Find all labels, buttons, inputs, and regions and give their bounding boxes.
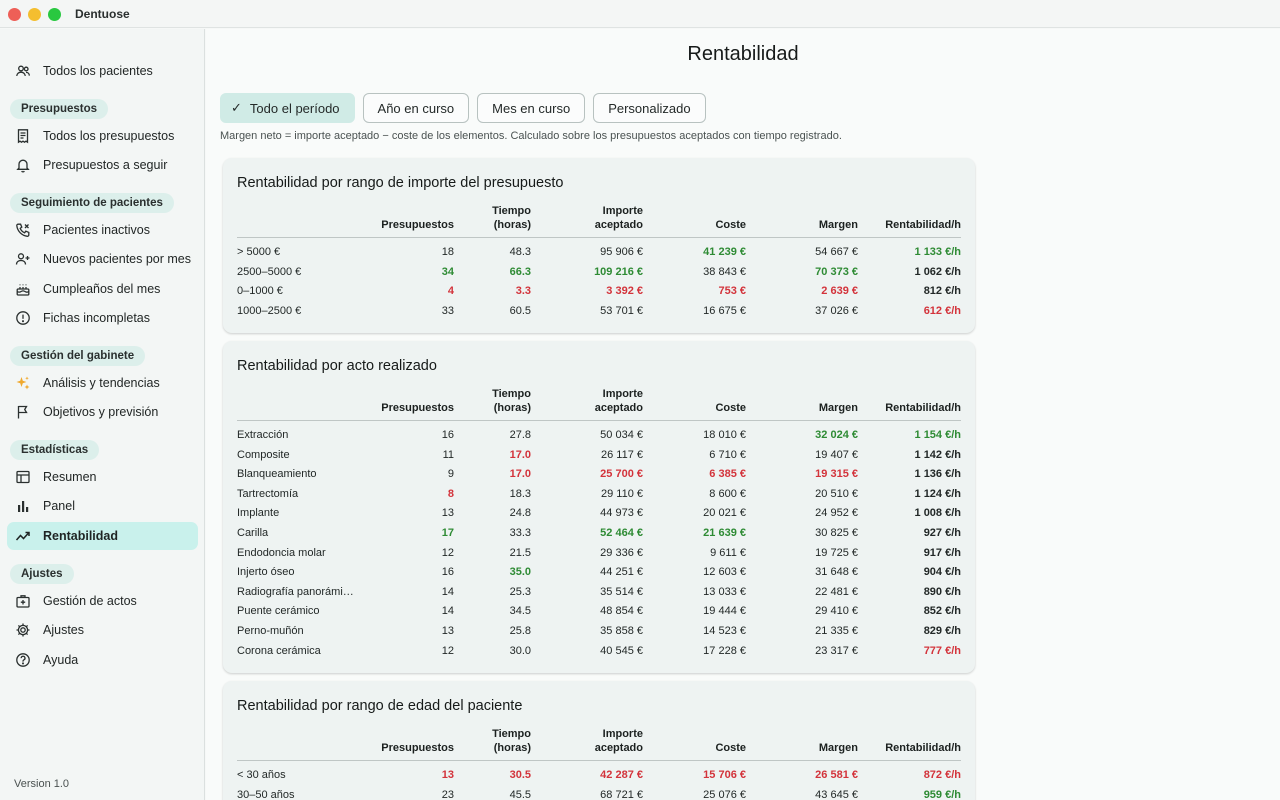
header-tiempo[interactable] [467, 727, 531, 755]
flag-icon [14, 403, 32, 421]
sidebar-item-label: Resumen [43, 470, 97, 484]
profitability-cell: 812 €/h [923, 285, 961, 298]
margin-cell: 20 510 € [815, 487, 858, 500]
table-row[interactable] [237, 243, 961, 263]
header-tiempo-line: (horas) [493, 402, 531, 414]
table-header [237, 204, 961, 238]
hours-cell: 34.5 [509, 605, 531, 618]
page-title: Rentabilidad [687, 43, 799, 65]
profitability-by-amount-card [223, 158, 975, 333]
table-row[interactable] [237, 622, 961, 642]
budgets-cell: 14 [441, 585, 454, 598]
header-importe-aceptado[interactable] [543, 727, 643, 755]
table-row[interactable] [237, 642, 961, 662]
budgets-cell: 14 [441, 605, 454, 618]
header-importe-aceptado[interactable] [543, 387, 643, 415]
sidebar-item-procedures[interactable] [7, 587, 198, 615]
cost-cell: 25 076 € [703, 788, 746, 800]
sidebar-item-budgets-to-follow[interactable] [7, 151, 198, 179]
row-label: Perno-muñón [237, 625, 304, 637]
sidebar-item-label: Análisis y tendencias [43, 376, 160, 390]
period-filter-group [220, 93, 706, 123]
margin-cell: 31 648 € [815, 566, 858, 579]
budgets-cell: 8 [447, 487, 454, 500]
margin-cell: 70 373 € [815, 265, 858, 278]
header-presupuestos[interactable]: Presupuestos [381, 742, 454, 754]
sidebar-item-label: Ajustes [43, 623, 84, 637]
profitability-cell: 1 008 €/h [914, 507, 961, 520]
accepted-amount-cell: 42 287 € [600, 769, 643, 781]
cost-cell: 38 843 € [703, 265, 746, 278]
budgets-cell: 16 [441, 429, 454, 441]
trending-up-icon [14, 527, 32, 545]
row-label: 2500–5000 € [237, 265, 302, 278]
accepted-amount-cell: 29 110 € [600, 487, 643, 500]
profitability-cell: 917 €/h [923, 546, 961, 559]
hours-cell: 24.8 [509, 507, 531, 520]
profitability-cell: 852 €/h [923, 605, 961, 618]
hours-cell: 27.8 [509, 429, 531, 441]
table-row[interactable] [237, 524, 961, 544]
accepted-amount-cell: 25 700 € [600, 468, 643, 481]
sidebar-item-inactive-patients[interactable] [7, 216, 198, 244]
header-margen[interactable]: Margen [818, 742, 858, 754]
cost-cell: 753 € [718, 285, 746, 298]
budgets-cell: 18 [441, 246, 454, 258]
profitability-cell: 1 142 €/h [914, 448, 961, 461]
close-window-button[interactable] [8, 8, 21, 21]
hours-cell: 30.5 [509, 769, 531, 781]
table-row[interactable] [237, 766, 961, 786]
receipt-icon [14, 127, 32, 145]
cost-cell: 20 021 € [703, 507, 746, 520]
margin-cell: 2 639 € [821, 285, 858, 298]
profitability-cell: 904 €/h [923, 566, 961, 579]
sidebar-item-settings[interactable] [7, 616, 198, 644]
header-tiempo-line: Tiempo [492, 388, 531, 400]
accepted-amount-cell: 35 514 € [600, 585, 643, 598]
sidebar-item-panel[interactable] [7, 492, 198, 520]
bell-icon [14, 156, 32, 174]
row-label: 0–1000 € [237, 285, 283, 298]
filter-all-period-button[interactable] [220, 93, 355, 123]
header-importe-aceptado-line: aceptado [594, 219, 643, 231]
budgets-cell: 34 [441, 265, 454, 278]
hours-cell: 3.3 [515, 285, 531, 298]
accepted-amount-cell: 29 336 € [600, 546, 643, 559]
row-label: Tartrectomía [237, 487, 299, 500]
hours-cell: 33.3 [509, 527, 531, 539]
version-label: Version 1.0 [14, 778, 70, 790]
hours-cell: 17.0 [509, 448, 531, 461]
header-importe-aceptado-line: Importe [602, 388, 643, 400]
sidebar-item-goals-forecast[interactable] [7, 398, 198, 426]
table-header [237, 387, 961, 421]
row-label: 30–50 años [237, 788, 295, 800]
sidebar-item-label: Cumpleaños del mes [43, 282, 161, 296]
users-icon [14, 62, 32, 80]
accepted-amount-cell: 44 973 € [600, 507, 643, 520]
table-row[interactable] [237, 465, 961, 485]
budgets-cell: 12 [441, 644, 454, 657]
row-label: Carilla [237, 527, 269, 539]
sidebar-item-analysis-trends[interactable] [7, 369, 198, 397]
sidebar-item-label: Pacientes inactivos [43, 223, 151, 237]
sidebar-item-incomplete-records[interactable] [7, 304, 198, 332]
profitability-cell: 959 €/h [923, 788, 961, 800]
budgets-cell: 4 [447, 285, 454, 298]
profitability-by-procedure-card [223, 341, 975, 673]
cost-cell: 8 600 € [709, 487, 746, 500]
profitability-cell: 1 154 €/h [914, 429, 961, 441]
margin-note: Margen neto = importe aceptado − coste de los elementos. Calculado sobre los presupuestos aceptados con tiempo registrado. [220, 130, 842, 142]
profitability-by-age-card [223, 681, 975, 800]
accepted-amount-cell: 95 906 € [600, 246, 643, 258]
card-title: Rentabilidad por acto realizado [237, 358, 437, 374]
filter-custom-button[interactable] [593, 93, 705, 123]
header-coste[interactable]: Coste [715, 742, 746, 754]
profitability-cell: 927 €/h [923, 527, 961, 539]
profitability-cell: 890 €/h [923, 585, 961, 598]
row-label: Radiografía panorámi… [237, 585, 354, 598]
table-row[interactable] [237, 563, 961, 583]
cost-cell: 6 710 € [709, 448, 746, 461]
medical-kit-icon [14, 592, 32, 610]
margin-cell: 22 481 € [815, 585, 858, 598]
header-margen[interactable]: Margen [818, 402, 858, 414]
cake-icon [14, 280, 32, 298]
margin-cell: 26 581 € [815, 769, 858, 781]
header-importe-aceptado-line: Importe [602, 205, 643, 217]
budgets-cell: 17 [441, 527, 454, 539]
table-row[interactable] [237, 602, 961, 622]
sidebar-item-all-patients[interactable] [7, 57, 198, 85]
sidebar-item-help[interactable] [7, 646, 198, 674]
margin-cell: 32 024 € [815, 429, 858, 441]
table-row[interactable] [237, 485, 961, 505]
filter-label: Año en curso [377, 100, 455, 116]
budgets-cell: 13 [441, 769, 454, 781]
cost-cell: 17 228 € [703, 644, 746, 657]
minimize-window-button[interactable] [28, 8, 41, 21]
check-icon: ✓ [231, 100, 242, 115]
table-header [237, 727, 961, 761]
accepted-amount-cell: 3 392 € [606, 285, 643, 298]
header-margen[interactable]: Margen [818, 219, 858, 231]
header-rentabilidad[interactable]: Rentabilidad/h [885, 742, 961, 754]
sidebar-item-all-budgets[interactable] [7, 122, 198, 150]
row-label: Implante [237, 507, 280, 520]
table-row[interactable] [237, 426, 961, 446]
sidebar-item-label: Gestión de actos [43, 594, 137, 608]
row-label: Endodoncia molar [237, 546, 326, 559]
cost-cell: 21 639 € [703, 527, 746, 539]
profitability-cell: 777 €/h [923, 644, 961, 657]
profitability-cell: 1 062 €/h [914, 265, 961, 278]
row-label: Injerto óseo [237, 566, 295, 579]
margin-cell: 19 407 € [815, 448, 858, 461]
row-label: Puente cerámico [237, 605, 320, 618]
section-label: Gestión del gabinete [10, 346, 145, 366]
budgets-cell: 11 [442, 448, 454, 461]
cost-cell: 13 033 € [703, 585, 746, 598]
accepted-amount-cell: 35 858 € [600, 625, 643, 637]
cost-cell: 14 523 € [703, 625, 746, 637]
table-row[interactable] [237, 786, 961, 800]
margin-cell: 24 952 € [815, 507, 858, 520]
hours-cell: 35.0 [509, 566, 531, 579]
sidebar-item-label: Fichas incompletas [43, 311, 150, 325]
sidebar-item-summary[interactable] [7, 463, 198, 491]
card-title: Rentabilidad por rango de edad del paciente [237, 698, 523, 714]
accepted-amount-cell: 26 117 € [600, 448, 643, 461]
table-row[interactable] [237, 504, 961, 524]
header-importe-aceptado-line: aceptado [594, 402, 643, 414]
accepted-amount-cell: 48 854 € [600, 605, 643, 618]
margin-cell: 29 410 € [815, 605, 858, 618]
filter-label: Todo el período [249, 100, 340, 116]
budgets-cell: 12 [441, 546, 454, 559]
hours-cell: 48.3 [509, 246, 531, 258]
budgets-cell: 13 [441, 507, 454, 520]
header-rentabilidad[interactable]: Rentabilidad/h [885, 402, 961, 414]
accepted-amount-cell: 44 251 € [600, 566, 643, 579]
row-label: Blanqueamiento [237, 468, 317, 481]
hours-cell: 45.5 [509, 788, 531, 800]
row-label: Composite [237, 448, 290, 461]
header-coste[interactable]: Coste [715, 402, 746, 414]
app-title: Dentuose [75, 7, 130, 21]
accepted-amount-cell: 52 464 € [600, 527, 643, 539]
hours-cell: 66.3 [509, 265, 531, 278]
header-importe-aceptado[interactable] [543, 204, 643, 232]
margin-cell: 21 335 € [815, 625, 858, 637]
sidebar-item-new-patients[interactable] [7, 245, 198, 273]
hours-cell: 30.0 [509, 644, 531, 657]
budgets-cell: 9 [447, 468, 454, 481]
header-tiempo-line: Tiempo [492, 728, 531, 740]
row-label: Extracción [237, 429, 289, 441]
profitability-cell: 1 124 €/h [914, 487, 961, 500]
cost-cell: 12 603 € [703, 566, 746, 579]
table-row[interactable] [237, 302, 961, 322]
budgets-cell: 13 [441, 625, 454, 637]
row-label: 1000–2500 € [237, 304, 302, 317]
cost-cell: 9 611 € [710, 546, 746, 559]
zoom-window-button[interactable] [48, 8, 61, 21]
header-tiempo[interactable] [467, 204, 531, 232]
filter-label: Mes en curso [492, 100, 571, 116]
section-label: Seguimiento de pacientes [10, 193, 174, 213]
profitability-cell: 612 €/h [923, 304, 961, 317]
phone-icon [14, 221, 32, 239]
sidebar-item-label: Todos los presupuestos [43, 129, 175, 143]
header-importe-aceptado-line: Importe [602, 728, 643, 740]
accepted-amount-cell: 40 545 € [600, 644, 643, 657]
cost-cell: 6 385 € [709, 468, 746, 481]
table-row[interactable] [237, 583, 961, 603]
sidebar-item-label: Panel [43, 499, 75, 513]
margin-cell: 43 645 € [815, 788, 858, 800]
section-label: Ajustes [10, 564, 74, 584]
sidebar-item-label: Objetivos y previsión [43, 405, 159, 419]
table-row[interactable] [237, 282, 961, 302]
header-coste[interactable]: Coste [715, 219, 746, 231]
sidebar-item-label: Rentabilidad [43, 529, 119, 543]
cost-cell: 18 010 € [703, 429, 746, 441]
section-label: Estadísticas [10, 440, 99, 460]
margin-cell: 30 825 € [815, 527, 858, 539]
table-row[interactable] [237, 263, 961, 283]
main-content [206, 29, 1280, 800]
sidebar-item-label: Ayuda [43, 653, 79, 667]
cost-cell: 16 675 € [703, 304, 746, 317]
budgets-cell: 16 [441, 566, 454, 579]
profitability-cell: 1 136 €/h [914, 468, 961, 481]
row-label: Corona cerámica [237, 644, 321, 657]
hours-cell: 25.8 [509, 625, 531, 637]
profitability-cell: 872 €/h [923, 769, 961, 781]
header-tiempo-line: (horas) [493, 742, 531, 754]
header-rentabilidad[interactable]: Rentabilidad/h [885, 219, 961, 231]
help-circle-icon [14, 651, 32, 669]
header-tiempo[interactable] [467, 387, 531, 415]
row-label: > 5000 € [237, 246, 281, 258]
header-tiempo-line: (horas) [493, 219, 531, 231]
cost-cell: 15 706 € [703, 769, 746, 781]
user-plus-icon [14, 250, 32, 268]
table-icon [14, 468, 32, 486]
section-label: Presupuestos [10, 99, 108, 119]
accepted-amount-cell: 53 701 € [600, 304, 643, 317]
accepted-amount-cell: 68 721 € [600, 788, 643, 800]
header-presupuestos[interactable]: Presupuestos [381, 402, 454, 414]
header-importe-aceptado-line: aceptado [594, 742, 643, 754]
filter-label: Personalizado [608, 100, 691, 116]
sparkles-icon [14, 374, 32, 392]
margin-cell: 19 315 € [815, 468, 858, 481]
sidebar-item-birthdays[interactable] [7, 275, 198, 303]
header-presupuestos[interactable]: Presupuestos [381, 219, 454, 231]
budgets-cell: 23 [441, 788, 454, 800]
header-tiempo-line: Tiempo [492, 205, 531, 217]
sidebar-item-label: Nuevos pacientes por mes [43, 252, 191, 266]
title-bar [0, 0, 1280, 28]
sidebar-item-label: Todos los pacientes [43, 64, 153, 78]
margin-cell: 19 725 € [815, 546, 858, 559]
alert-circle-icon [14, 309, 32, 327]
sidebar-item-profitability[interactable] [7, 522, 198, 550]
margin-cell: 54 667 € [815, 246, 858, 258]
cost-cell: 41 239 € [703, 246, 746, 258]
card-title: Rentabilidad por rango de importe del presupuesto [237, 175, 564, 191]
accepted-amount-cell: 109 216 € [594, 265, 643, 278]
sidebar-item-label: Presupuestos a seguir [43, 158, 168, 172]
hours-cell: 21.5 [509, 546, 531, 559]
hours-cell: 18.3 [509, 487, 531, 500]
table-row[interactable] [237, 544, 961, 564]
hours-cell: 60.5 [509, 304, 531, 317]
margin-cell: 23 317 € [815, 644, 858, 657]
bar-chart-icon [14, 497, 32, 515]
gear-icon [14, 621, 32, 639]
row-label: < 30 años [237, 769, 286, 781]
profitability-cell: 1 133 €/h [914, 246, 961, 258]
margin-cell: 37 026 € [815, 304, 858, 317]
cost-cell: 19 444 € [703, 605, 746, 618]
filter-current-year-button[interactable] [363, 93, 470, 123]
sidebar [0, 29, 205, 800]
filter-current-month-button[interactable] [477, 93, 585, 123]
table-row[interactable] [237, 446, 961, 466]
profitability-cell: 829 €/h [923, 625, 961, 637]
hours-cell: 25.3 [509, 585, 531, 598]
accepted-amount-cell: 50 034 € [600, 429, 643, 441]
budgets-cell: 33 [441, 304, 454, 317]
hours-cell: 17.0 [509, 468, 531, 481]
